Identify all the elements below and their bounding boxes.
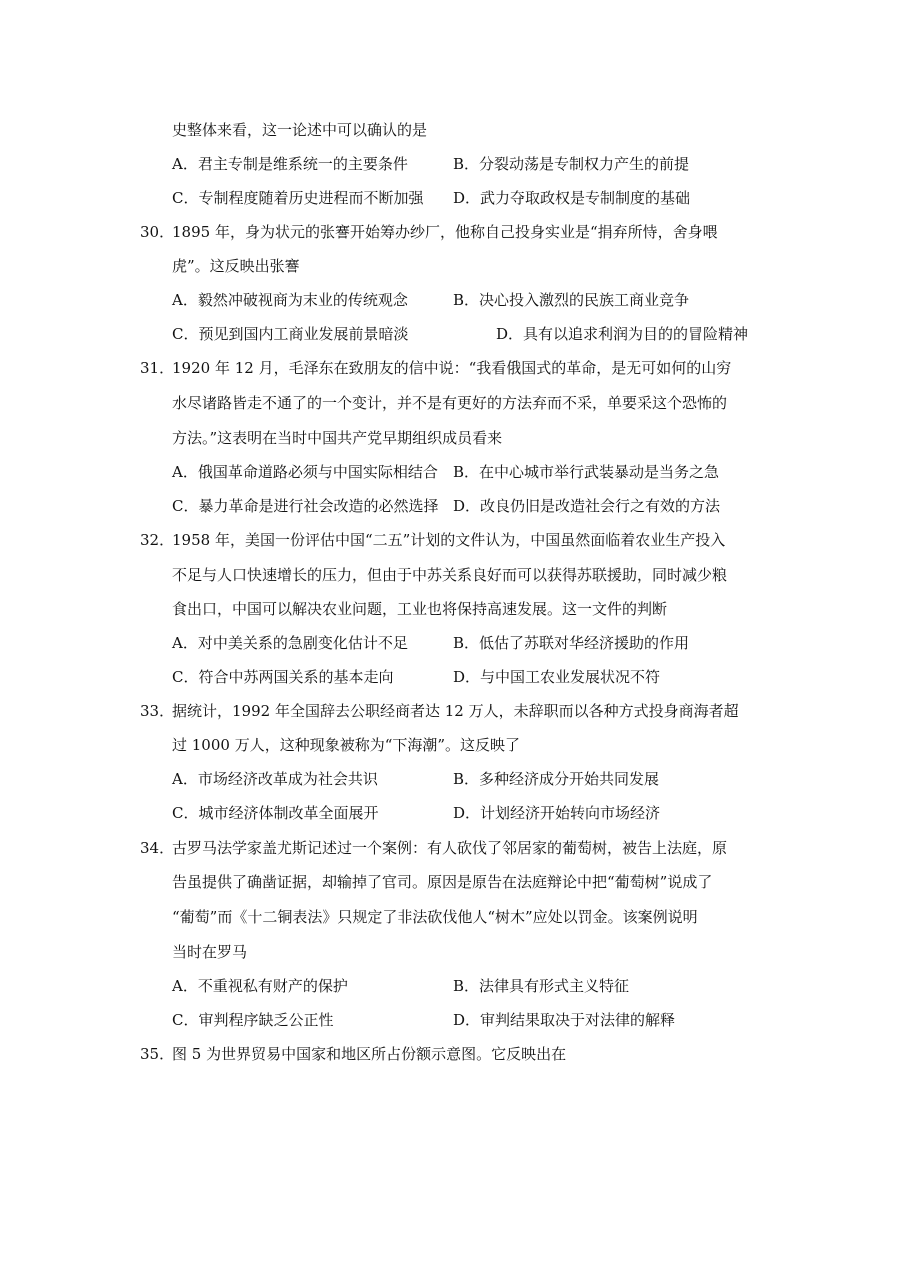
q29-stem-continuation: 史整体来看，这一论述中可以确认的是	[172, 121, 428, 139]
q30-stem-line-2: 虎”。这反映出张謇	[172, 257, 300, 275]
q31-option-c: C．暴力革命是进行社会改造的必然选择	[172, 497, 439, 515]
q33-stem-line-2: 过 1000 万人，这种现象被称为“下海潮”。这反映了	[172, 736, 521, 754]
q30-option-c: C．预见到国内工商业发展前景暗淡	[172, 325, 409, 343]
q34-option-b: B．法律具有形式主义特征	[453, 977, 630, 995]
q33-stem-line-1: 据统计，1992 年全国辞去公职经商者达 12 万人，未辞职而以各种方式投身商海者超	[172, 702, 739, 720]
q31-option-a: A．俄国革命道路必须与中国实际相结合	[172, 463, 438, 481]
q32-stem-line-2: 不足与人口快速增长的压力，但由于中苏关系良好而可以获得苏联援助，同时减少粮	[172, 566, 728, 584]
q32-option-c: C．符合中苏两国关系的基本走向	[172, 668, 394, 686]
q29-option-a: A．君主专制是维系统一的主要条件	[172, 155, 408, 173]
q34-option-c: C．审判程序缺乏公正性	[172, 1011, 334, 1029]
q32-option-a: A．对中美关系的急剧变化估计不足	[172, 634, 408, 652]
q31-stem-line-1: 1920 年 12 月，毛泽东在致朋友的信中说：“我看俄国式的革命，是无可如何的山穷	[172, 359, 732, 377]
q31-stem-line-3: 方法。”这表明在当时中国共产党早期组织成员看来	[172, 429, 503, 447]
q29-option-c: C．专制程度随着历史进程而不断加强	[172, 189, 424, 207]
q34-stem-line-1: 古罗马法学家盖尤斯记述过一个案例：有人砍伐了邻居家的葡萄树，被告上法庭，原	[172, 839, 728, 857]
q34-stem-line-3: “葡萄”而《十二铜表法》只规定了非法砍伐他人“树木”应处以罚金。该案例说明	[172, 908, 698, 926]
q32-option-d: D．与中国工农业发展状况不符	[453, 668, 661, 686]
q35-number: 35．	[140, 1045, 175, 1063]
q32-number: 32．	[140, 531, 175, 549]
q29-option-d: D．武力夺取政权是专制制度的基础	[453, 189, 691, 207]
q29-option-b: B．分裂动荡是专制权力产生的前提	[453, 155, 690, 173]
q33-option-d: D．计划经济开始转向市场经济	[453, 804, 661, 822]
q34-number: 34．	[140, 839, 175, 857]
q33-option-b: B．多种经济成分开始共同发展	[453, 770, 660, 788]
q34-stem-line-2: 告虽提供了确凿证据，却输掉了官司。原因是原告在法庭辩论中把“葡萄树”说成了	[172, 873, 713, 891]
q34-option-d: D．审判结果取决于对法律的解释	[453, 1011, 676, 1029]
q30-stem-line-1: 1895 年，身为状元的张謇开始筹办纱厂，他称自己投身实业是“捐弃所恃，舍身喂	[172, 223, 718, 241]
q35-stem-line-1: 图 5 为世界贸易中国家和地区所占份额示意图。它反映出在	[172, 1045, 567, 1063]
q32-stem-line-1: 1958 年，美国一份评估中国“二五”计划的文件认为，中国虽然面临着农业生产投入	[172, 531, 726, 549]
q32-option-b: B．低估了苏联对华经济援助的作用	[453, 634, 690, 652]
q34-option-a: A．不重视私有财产的保护	[172, 977, 348, 995]
q33-number: 33．	[140, 702, 175, 720]
q33-option-c: C．城市经济体制改革全面展开	[172, 804, 379, 822]
q33-option-a: A．市场经济改革成为社会共识	[172, 770, 378, 788]
q31-stem-line-2: 水尽诸路皆走不通了的一个变计，并不是有更好的方法弃而不采，单要采这个恐怖的	[172, 394, 728, 412]
q30-option-d: D．具有以追求利润为目的的冒险精神	[496, 325, 749, 343]
q31-option-d: D．改良仍旧是改造社会行之有效的方法	[453, 497, 721, 515]
q30-option-b: B．决心投入激烈的民族工商业竞争	[453, 291, 690, 309]
q31-option-b: B．在中心城市举行武装暴动是当务之急	[453, 463, 720, 481]
q30-number: 30．	[140, 223, 175, 241]
q34-stem-line-4: 当时在罗马	[172, 943, 248, 961]
q30-option-a: A．毅然冲破视商为末业的传统观念	[172, 291, 408, 309]
q31-number: 31．	[140, 359, 175, 377]
q32-stem-line-3: 食出口，中国可以解决农业问题，工业也将保持高速发展。这一文件的判断	[172, 600, 668, 618]
